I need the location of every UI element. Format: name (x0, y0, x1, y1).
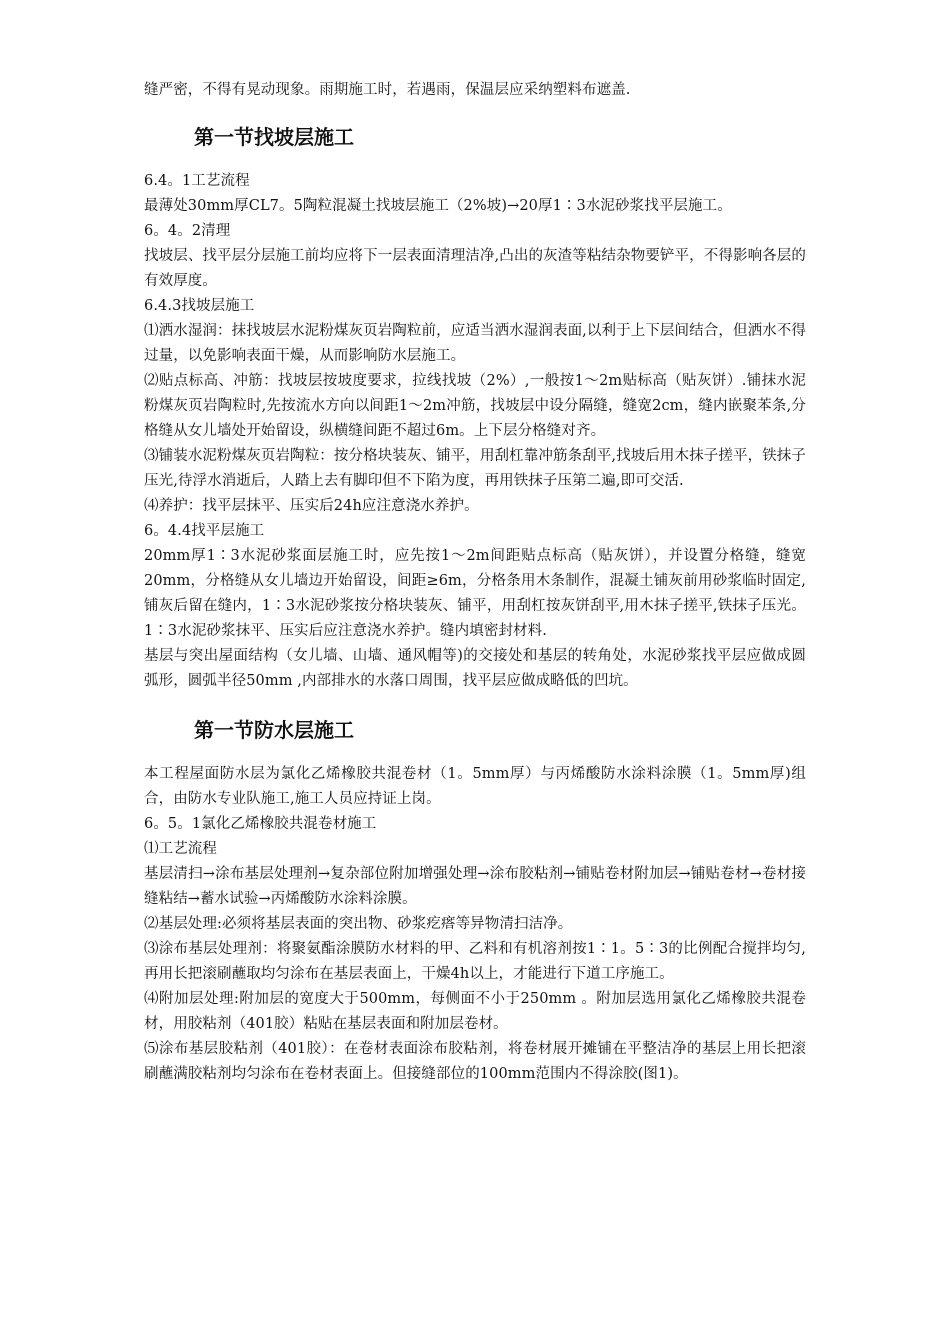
paragraph: ⑶铺装水泥粉煤灰页岩陶粒：按分格块装灰、铺平，用刮杠靠冲筋条刮平,找坡后用木抹子搓平，铁抹子压光,待浮水消逝后，人踏上去有脚印但不下陷为度，再用铁抹子压第二遍,即可交活. (144, 448, 806, 489)
section-title-waterproof-layer: 第一节防水层施工 (194, 718, 354, 742)
paragraph: ⑸涂布基层胶粘剂（401胶）：在卷材表面涂布胶粘剂，将卷材展开摊铺在平整洁净的基层上用长把滚刷蘸满胶粘剂均匀涂布在卷材表面上。但接缝部位的100mm范围内不得涂胶(图1)。 (144, 1041, 806, 1082)
paragraph: ⑴工艺流程 (144, 841, 217, 857)
paragraph: 找坡层、找平层分层施工前均应将下一层表面清理洁净,凸出的灰渣等粘结杂物要铲平，不得影响各层的有效厚度。 (144, 248, 806, 289)
paragraph: ⑷附加层处理:附加层的宽度大于500mm，每侧面不小于250mm 。附加层选用氯化乙烯橡胶共混卷材，用胶粘剂（401胶）粘贴在基层表面和附加层卷材。 (144, 991, 806, 1032)
paragraph: 6.4.3找坡层施工 (144, 298, 255, 314)
paragraph: ⑵基层处理:必须将基层表面的突出物、砂浆疙瘩等异物清扫洁净。 (144, 916, 573, 932)
paragraph: 本工程屋面防水层为氯化乙烯橡胶共混卷材（1。5mm厚）与丙烯酸防水涂料涂膜（1。5mm厚)组合，由防水专业队施工,施工人员应持证上岗。 (144, 766, 806, 807)
paragraph: 6。5。1氯化乙烯橡胶共混卷材施工 (144, 816, 377, 832)
paragraph: 6。4.4找平层施工 (144, 523, 265, 539)
paragraph: 6。4。2清理 (144, 223, 231, 239)
paragraph: 20mm厚1∶3水泥砂浆面层施工时，应先按1～2m间距贴点标高（贴灰饼），并设置分格缝，缝宽20mm，分格缝从女儿墙边开始留设，间距≥6m，分格条用木条制作，混凝土铺灰前用砂浆临时固定,铺灰后留在缝内，1∶3水泥砂浆按分格块装灰、铺平，用刮杠按灰饼刮平,用木抹子搓平,铁抹子压光。1∶3水泥砂浆抹平、压实后应注意浇水养护。缝内填密封材料. (144, 548, 806, 639)
section-title-slope-layer: 第一节找坡层施工 (194, 125, 354, 149)
paragraph: ⑶涂布基层处理剂：将聚氨酯涂膜防水材料的甲、乙料和有机溶剂按1∶1。5∶3的比例配合搅拌均匀,再用长把滚刷蘸取均匀涂布在基层表面上，干燥4h以上，才能进行下道工序施工。 (144, 941, 806, 982)
paragraph: ⑷养护：找平层抹平、压实后24h应注意浇水养护。 (144, 498, 479, 514)
paragraph: ⑴洒水湿润：抹找坡层水泥粉煤灰页岩陶粒前，应适当洒水湿润表面,以利于上下层间结合，但洒水不得过量，以免影响表面干燥，从而影响防水层施工。 (144, 323, 806, 364)
paragraph: 基层清扫→涂布基层处理剂→复杂部位附加增强处理→涂布胶粘剂→铺贴卷材附加层→铺贴卷材→卷材接缝粘结→蓄水试验→丙烯酸防水涂料涂膜。 (144, 866, 806, 907)
paragraph: ⑵贴点标高、冲筋：找坡层按坡度要求，拉线找坡（2%）,一般按1～2m贴标高（贴灰饼）.铺抹水泥粉煤灰页岩陶粒时,先按流水方向以间距1～2m冲筋，找坡层中设分隔缝，缝宽2cm，缝内嵌聚苯条,分格缝从女儿墙处开始留设，纵横缝间距不超过6m。上下层分格缝对齐。 (144, 373, 806, 439)
intro-paragraph: 缝严密，不得有晃动现象。雨期施工时，若遇雨，保温层应采纳塑料布遮盖. (144, 82, 631, 98)
paragraph: 最薄处30mm厚CL7。5陶粒混凝土找坡层施工（2%坡)→20厚1∶3水泥砂浆找平层施工。 (144, 198, 732, 214)
paragraph: 6.4。1工艺流程 (144, 173, 250, 189)
paragraph: 基层与突出屋面结构（女儿墙、山墙、通风帽等)的交接处和基层的转角处，水泥砂浆找平层应做成圆弧形，圆弧半径50mm ,内部排水的水落口周围，找平层应做成略低的凹坑。 (144, 648, 806, 689)
